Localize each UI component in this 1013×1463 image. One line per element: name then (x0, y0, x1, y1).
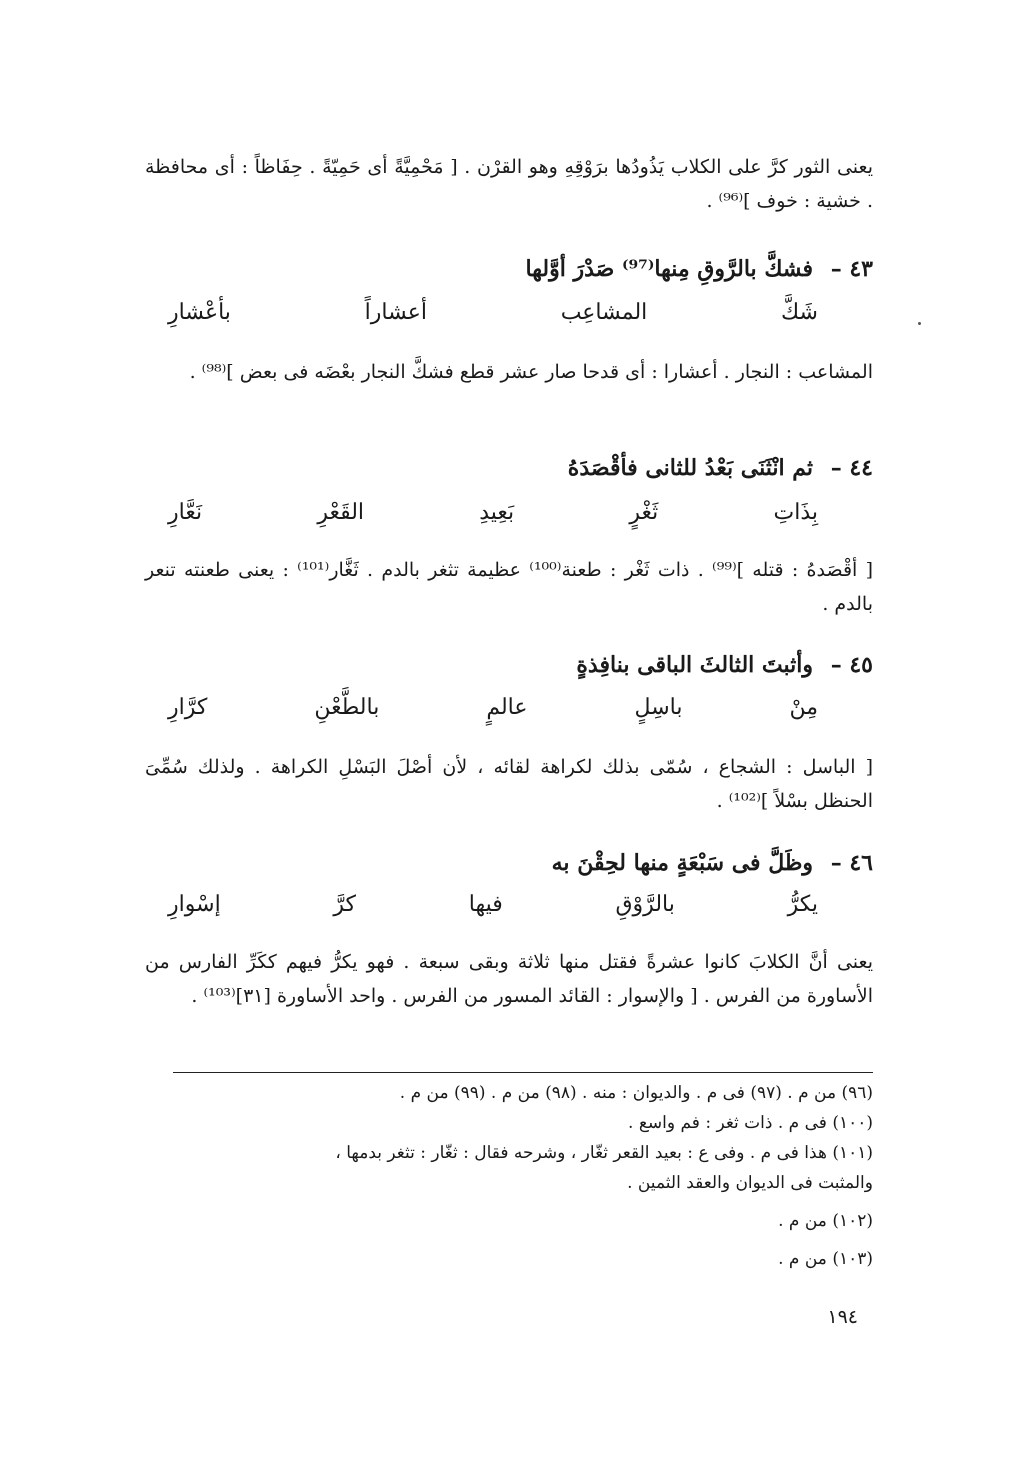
page-number: ١٩٤ (827, 1306, 858, 1328)
verse-number: ٤٤ – (830, 455, 873, 481)
footnote-line: (١٠٣) من م . (778, 1249, 873, 1269)
word: إسْوارِ (168, 892, 221, 917)
word: المشاعِب (560, 300, 648, 325)
footnote-line: والمثبت فى الديوان والعقد الثمين . (627, 1173, 873, 1193)
word: باسِلٍ (634, 695, 683, 720)
footnote-line: (١٠٠) فى م . ذات ثغر : فم واسع . (628, 1113, 873, 1133)
verse-46-second-hemistich (168, 892, 818, 917)
word: فيها (468, 892, 503, 917)
verse-43-second-hemistich (168, 300, 818, 325)
gloss-intro: يعنى الثور كرَّ على الكلاب يَذُودُها برَوْقِهِ وهو القرْن . [ مَحْمِيَّةً أى حَمِيّةً . حِفَاظاً : أى محافظة . خشية : خوف ]⁽⁹⁶⁾ . (145, 156, 873, 212)
verse-number: ٤٥ – (830, 652, 873, 678)
verse-46-first-hemistich (313, 850, 873, 876)
verse-number: ٤٣ – (830, 256, 873, 282)
word: بالطَّعْنِ (314, 695, 380, 720)
verse-45-first-hemistich (313, 652, 873, 678)
hemistich-text: فشكَّ بالرَّوقِ مِنها⁽⁹⁷⁾ صَدْرَ أوَّلها (525, 256, 814, 282)
gloss-45: [ الباسل : الشجاع ، سُمّى بذلك لكراهة لقائه ، لأن أصْلَ البَسْلِ الكراهة . ولذلك سُمِّىَ الحنظل بسْلاً ]⁽¹⁰²⁾ . (145, 756, 873, 812)
word: بِذَاتِ (773, 500, 818, 525)
footnotes (145, 1078, 873, 1274)
verse-44-first-hemistich (313, 455, 873, 481)
word: شَكَّ (781, 300, 818, 325)
word: بَعِيدِ (479, 500, 515, 525)
hemistich-text: ثم انْثَنَى بَعْدُ للثانى فأقْصَدَهُ (567, 455, 814, 481)
gloss-44: [ أقْصَدهُ : قتله ]⁽⁹⁹⁾ . ذات ثَغْر : طعنة⁽¹⁰⁰⁾ عظيمة تثغر بالدم . ثَغَّار⁽¹⁰¹⁾ : يعنى طعنته تنعر بالدم . (145, 559, 873, 615)
footnote-separator (173, 1072, 873, 1073)
word: كرَّ (333, 892, 357, 917)
footnote-line: (١٠٢) من م . (778, 1211, 873, 1231)
word: أعشاراً (364, 300, 427, 325)
footnote-line: (٩٦) من م . (٩٧) فى م . والديوان : منه . (٩٨) من م . (٩٩) من م . (399, 1083, 873, 1103)
verse-number: ٤٦ – (830, 850, 873, 876)
gloss-43: المشاعب : النجار . أعشارا : أى قدحا صار عشر قطع فشكَّ النجار بعْضَه فى بعض ]⁽⁹⁸⁾ . (189, 361, 873, 383)
footnote-line: (١٠١) هذا فى م . وفى ع : بعيد القعر ثغّار ، وشرحه فقال : ثغّار : تثغر بدمها ، (335, 1143, 873, 1163)
word: بأعْشارِ (168, 300, 231, 325)
word: بالرَّوْقِ (615, 892, 675, 917)
hemistich-text: وظَلَّ فى سَبْعَةٍ منها لحِقْنَ به (551, 850, 814, 876)
hemistich-text: وأثبتَ الثالثَ الباقى بنافِذةٍ (576, 652, 814, 678)
word: يكرُّ (787, 892, 818, 917)
word: كرَّارِ (168, 695, 208, 720)
verse-43-first-hemistich (313, 256, 873, 282)
word: مِنْ (789, 695, 818, 720)
gloss-46: يعنى أنَّ الكلابَ كانوا عشرةً فقتل منها ثلاثة وبقى سبعة . فهو يكرُّ فيهم ككَرِّ الفارس من الأساورة من الفرس . [ والإسوار : القائد المسور من الفرس . واحد الأساورة [٣١]⁽¹⁰³⁾ . (145, 951, 873, 1007)
scan-speck (918, 322, 921, 325)
verse-44-second-hemistich (168, 500, 818, 525)
word: القَعْرِ (317, 500, 365, 525)
word: نَعَّارِ (168, 500, 203, 525)
word: عالمٍ (486, 695, 528, 720)
verse-45-second-hemistich (168, 695, 818, 720)
word: ثَغْرٍ (629, 500, 659, 525)
